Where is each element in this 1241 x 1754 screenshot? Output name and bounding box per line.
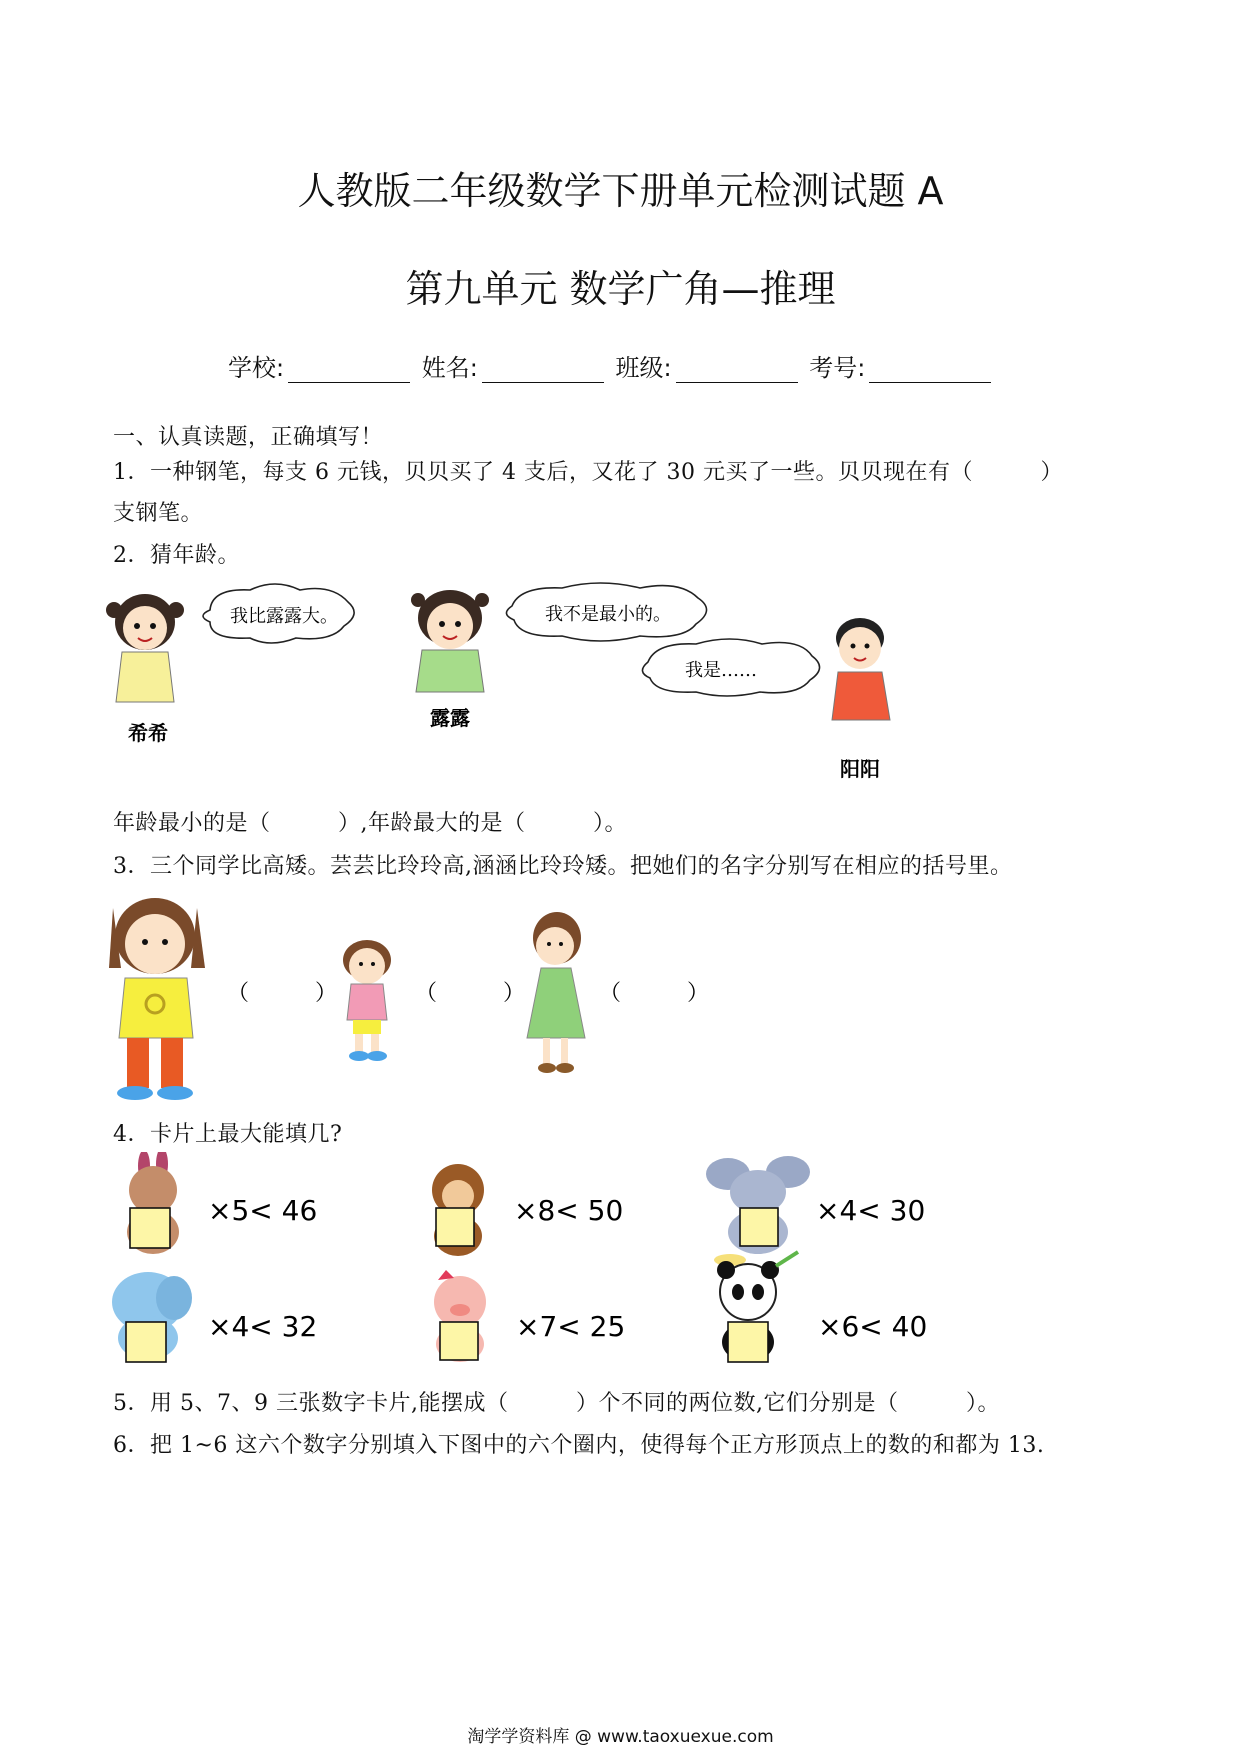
question-1-line-1: 1．一种钢笔，每支 6 元钱，贝贝买了 4 支后，又花了 30 元买了一些。贝贝现在有（ ） (113, 460, 1063, 485)
inequality-2: ×8< 50 (514, 1194, 624, 1227)
card-4[interactable] (126, 1322, 166, 1362)
girl-lulu-icon (411, 590, 489, 692)
question-4-illustration (108, 1152, 968, 1372)
paren-3: （ ） (599, 981, 710, 1006)
footer-source: 淘学学资料库 @ www.taoxuexue.com (467, 1727, 774, 1747)
bubble-lulu: 我不是最小的。 (545, 604, 671, 625)
bubble-xixi: 我比露露大。 (230, 606, 338, 627)
inequality-5: ×7< 25 (516, 1310, 626, 1343)
school-label: 学校: (228, 354, 285, 382)
question-6: 6．把 1~6 这六个数字分别填入下图中的六个圈内，使得每个正方形顶点上的数的和都为 13. (113, 1433, 1045, 1458)
inequality-1: ×5< 46 (208, 1194, 318, 1227)
document-title: 人教版二年级数学下册单元检测试题 A (297, 169, 944, 213)
question-2-title: 2．猜年龄。 (113, 543, 240, 568)
card-2[interactable] (436, 1208, 474, 1246)
girl-xixi-icon (106, 594, 184, 702)
card-3[interactable] (740, 1208, 778, 1246)
short-girl-icon (343, 940, 391, 1061)
inequality-4: ×4< 32 (208, 1310, 318, 1343)
name-lulu: 露露 (430, 706, 470, 730)
boy-yangyang-icon (832, 618, 890, 720)
inequality-3: ×4< 30 (816, 1194, 926, 1227)
question-1-line-2: 支钢笔。 (113, 501, 204, 526)
card-5[interactable] (440, 1322, 478, 1360)
paren-2: （ ） (415, 981, 526, 1006)
section-heading: 一、认真读题，正确填写！ (113, 425, 384, 450)
question-5: 5．用 5、7、9 三张数字卡片,能摆成（ ）个不同的两位数,它们分别是（ ）。 (113, 1391, 1000, 1416)
exam-number-label: 考号: (809, 354, 866, 382)
card-6[interactable] (728, 1322, 768, 1362)
student-info-line (228, 348, 995, 383)
school-blank[interactable] (288, 356, 410, 383)
tall-girl-icon (109, 898, 205, 1100)
question-3-title: 3．三个同学比高矮。芸芸比玲玲高,涵涵比玲玲矮。把她们的名字分别写在相应的括号里。 (113, 854, 1013, 879)
card-1[interactable] (130, 1208, 170, 1248)
exam-number-blank[interactable] (869, 356, 991, 383)
name-blank[interactable] (482, 356, 604, 383)
name-yangyang: 阳阳 (840, 757, 880, 781)
name-label: 姓名: (421, 354, 478, 382)
inequality-6: ×6< 40 (818, 1310, 928, 1343)
paren-1: （ ） (227, 981, 338, 1006)
medium-girl-icon (527, 912, 585, 1073)
class-blank[interactable] (676, 356, 798, 383)
question-3-illustration (105, 888, 745, 1108)
question-2-answer: 年龄最小的是（ ）,年龄最大的是（ ）。 (113, 811, 627, 836)
document-subtitle: 第九单元 数学广角—推理 (405, 267, 836, 311)
question-2-illustration (100, 580, 960, 790)
question-4-title: 4．卡片上最大能填几? (113, 1122, 343, 1147)
name-xixi: 希希 (128, 721, 168, 745)
bubble-yangyang: 我是…… (685, 660, 757, 681)
class-label: 班级: (615, 354, 672, 382)
